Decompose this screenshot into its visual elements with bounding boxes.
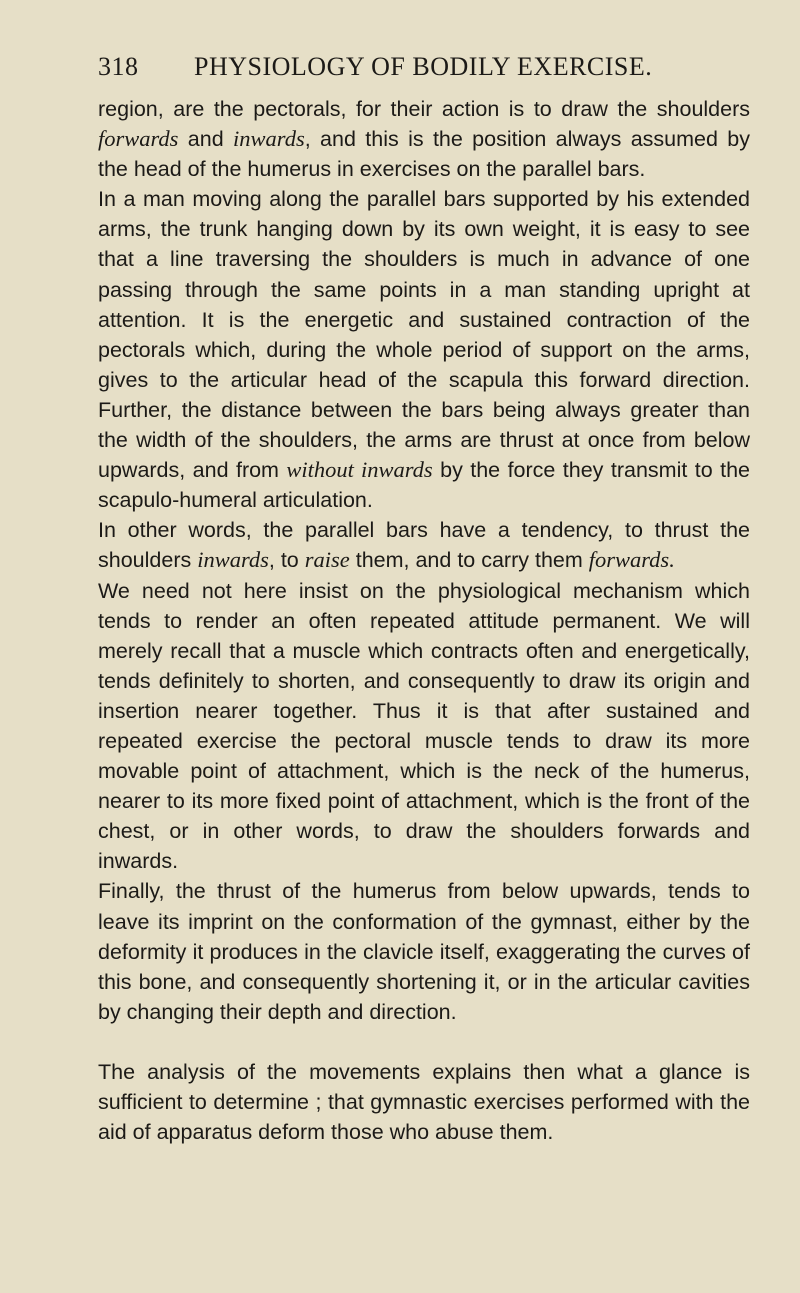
text-run: The analysis of the movements explains then what a glance is sufficient to determine ; that gymnastic exercises performed with the aid of apparatus deform those who abuse them. (98, 1059, 750, 1145)
text-run: them, and to carry them (349, 548, 589, 573)
paragraph (98, 184, 750, 515)
italic-text: inwards (233, 126, 305, 152)
text-run: by the force they transmit to the scapulo-humeral articulation. (98, 458, 750, 513)
italic-text: raise (304, 547, 350, 573)
paragraph (98, 876, 750, 1026)
italic-text: without inwards (286, 457, 433, 483)
text-run: We need not here insist on the physiological mechanism which tends to render an often repeated attitude permanent. We will merely recall that a muscle which contracts often and energetically, tends definitely to shorten, and consequently to draw its origin and insertion nearer together. Thus it is that after sustained and repeated exercise the pectoral muscle tends to draw its more movable point of attachment, which is the neck of the humerus, nearer to its more fixed point of attachment, which is the front of the chest, or in other words, to draw the shoulders forwards and inwards. (98, 578, 750, 874)
italic-text: forwards (98, 126, 179, 152)
text-run: and (178, 127, 234, 152)
text-run: In other words, the parallel bars have a tendency, to thrust the shoulders (98, 518, 750, 573)
text-run: region, are the pectorals, for their action is to draw the shoulders (98, 97, 750, 121)
paragraph (98, 1057, 750, 1147)
text-run: , to (268, 548, 305, 573)
paragraph (98, 515, 750, 575)
page-number: 318 (98, 52, 139, 81)
body-text (98, 94, 750, 1147)
italic-text: forwards. (588, 547, 675, 573)
text-run: Finally, the thrust of the humerus from below upwards, tends to leave its imprint on the conformation of the gymnast, either by the deformity it produces in the clavicle itself, exaggerating the curves of this bone, and consequently shortening it, or in the articular cavities by changing their depth and direction. (98, 879, 750, 1024)
text-run: , and this is the position always assumed by the head of the humerus in exercises on the parallel bars. (98, 127, 750, 182)
paragraph (98, 576, 750, 877)
paragraph (98, 94, 750, 184)
running-head: PHYSIOLOGY OF BODILY EXERCISE. (194, 52, 653, 81)
text-run: In a man moving along the parallel bars supported by his extended arms, the trunk hanging down by its own weight, it is easy to see that a line traversing the shoulders is much in advance of one passing through the same points in a man standing upright at attention. It is the energetic and sustained contraction of the pectorals which, during the whole period of support on the arms, gives to the articular head of the scapula this forward direction. Further, the distance between the bars being always greater than the width of the shoulders, the arms are thrust at once from below upwards, and from (98, 187, 750, 483)
page-header (98, 52, 750, 92)
italic-text: inwards (197, 547, 269, 573)
